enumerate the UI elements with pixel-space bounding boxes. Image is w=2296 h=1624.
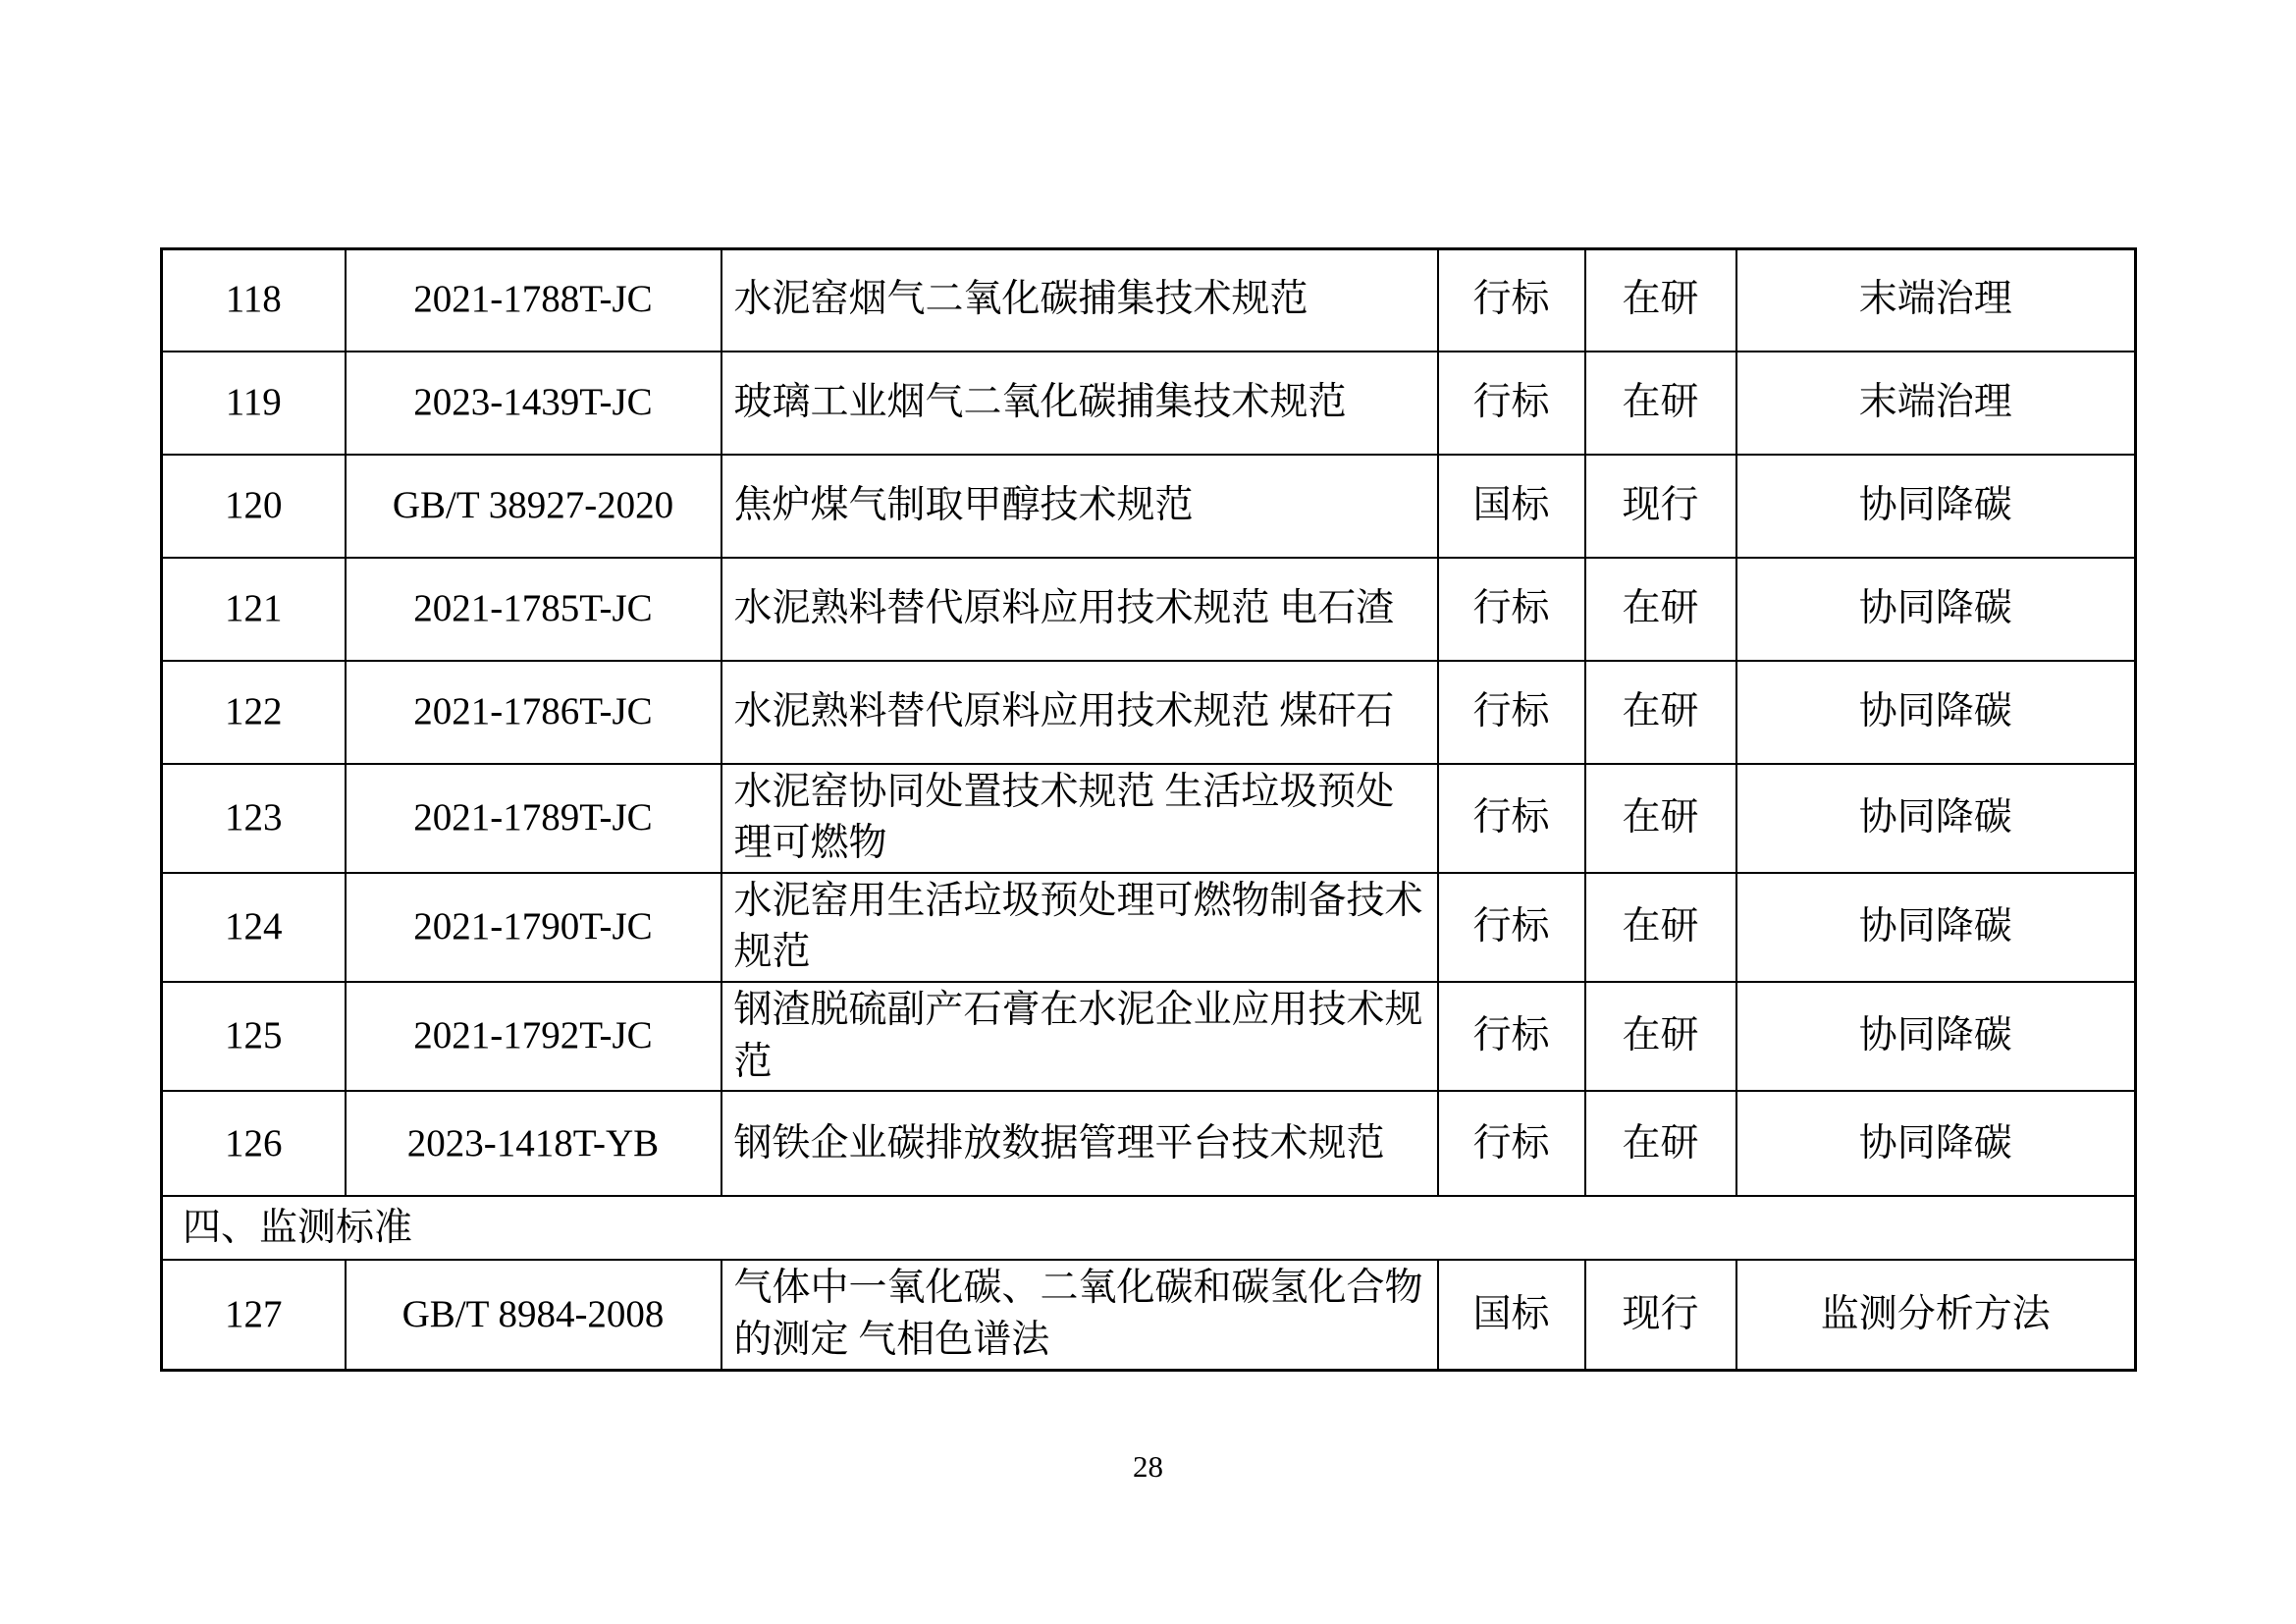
status-cell: 在研 [1585, 982, 1736, 1091]
standard-code-cell: GB/T 38927-2020 [346, 455, 721, 558]
standard-code-cell: 2021-1786T-JC [346, 661, 721, 764]
standard-type-cell: 国标 [1438, 455, 1585, 558]
status-cell: 现行 [1585, 1260, 1736, 1370]
status-cell: 在研 [1585, 558, 1736, 661]
category-cell: 协同降碳 [1736, 558, 2136, 661]
row-no-cell: 124 [162, 873, 346, 982]
table-row [162, 764, 2136, 873]
row-no-cell: 127 [162, 1260, 346, 1370]
category-cell: 协同降碳 [1736, 982, 2136, 1091]
category-cell: 协同降碳 [1736, 764, 2136, 873]
standard-code-cell: 2021-1785T-JC [346, 558, 721, 661]
category-cell: 监测分析方法 [1736, 1260, 2136, 1370]
table-row [162, 982, 2136, 1091]
standard-name-cell: 钢渣脱硫副产石膏在水泥企业应用技术规范 [721, 982, 1438, 1091]
status-cell: 现行 [1585, 455, 1736, 558]
category-cell: 末端治理 [1736, 249, 2136, 352]
standard-code-cell: 2021-1792T-JC [346, 982, 721, 1091]
standards-table [160, 247, 2137, 1372]
standard-code-cell: 2021-1789T-JC [346, 764, 721, 873]
table-row [162, 558, 2136, 661]
status-cell: 在研 [1585, 1091, 1736, 1196]
table-row [162, 661, 2136, 764]
standard-type-cell: 行标 [1438, 661, 1585, 764]
standard-name-cell: 水泥窑协同处置技术规范 生活垃圾预处理可燃物 [721, 764, 1438, 873]
category-cell: 协同降碳 [1736, 873, 2136, 982]
standard-type-cell: 行标 [1438, 1091, 1585, 1196]
page-number: 28 [1133, 1449, 1163, 1484]
standard-code-cell: 2021-1790T-JC [346, 873, 721, 982]
row-no-cell: 125 [162, 982, 346, 1091]
standard-name-cell: 水泥熟料替代原料应用技术规范 煤矸石 [721, 661, 1438, 764]
status-cell: 在研 [1585, 249, 1736, 352]
standard-type-cell: 行标 [1438, 873, 1585, 982]
standard-type-cell: 行标 [1438, 764, 1585, 873]
row-no-cell: 122 [162, 661, 346, 764]
row-no-cell: 126 [162, 1091, 346, 1196]
row-no-cell: 123 [162, 764, 346, 873]
row-no-cell: 121 [162, 558, 346, 661]
standard-name-cell: 水泥窑用生活垃圾预处理可燃物制备技术规范 [721, 873, 1438, 982]
row-no-cell: 119 [162, 352, 346, 455]
status-cell: 在研 [1585, 764, 1736, 873]
table-row [162, 873, 2136, 982]
standard-type-cell: 行标 [1438, 352, 1585, 455]
standard-type-cell: 行标 [1438, 558, 1585, 661]
standard-type-cell: 行标 [1438, 982, 1585, 1091]
standard-code-cell: 2023-1418T-YB [346, 1091, 721, 1196]
status-cell: 在研 [1585, 873, 1736, 982]
status-cell: 在研 [1585, 352, 1736, 455]
table-row [162, 1091, 2136, 1196]
standard-name-cell: 水泥熟料替代原料应用技术规范 电石渣 [721, 558, 1438, 661]
standard-name-cell: 焦炉煤气制取甲醇技术规范 [721, 455, 1438, 558]
section-header-row [162, 1196, 2136, 1260]
section-header-cell: 四、监测标准 [162, 1196, 2136, 1260]
standard-code-cell: GB/T 8984-2008 [346, 1260, 721, 1370]
row-no-cell: 120 [162, 455, 346, 558]
table-row [162, 1260, 2136, 1370]
standard-type-cell: 行标 [1438, 249, 1585, 352]
table-row [162, 455, 2136, 558]
category-cell: 协同降碳 [1736, 661, 2136, 764]
standard-name-cell: 玻璃工业烟气二氧化碳捕集技术规范 [721, 352, 1438, 455]
standard-name-cell: 水泥窑烟气二氧化碳捕集技术规范 [721, 249, 1438, 352]
category-cell: 协同降碳 [1736, 455, 2136, 558]
table-row [162, 249, 2136, 352]
category-cell: 末端治理 [1736, 352, 2136, 455]
standard-code-cell: 2023-1439T-JC [346, 352, 721, 455]
table-row [162, 352, 2136, 455]
standard-code-cell: 2021-1788T-JC [346, 249, 721, 352]
standard-type-cell: 国标 [1438, 1260, 1585, 1370]
row-no-cell: 118 [162, 249, 346, 352]
category-cell: 协同降碳 [1736, 1091, 2136, 1196]
standard-name-cell: 钢铁企业碳排放数据管理平台技术规范 [721, 1091, 1438, 1196]
status-cell: 在研 [1585, 661, 1736, 764]
standard-name-cell: 气体中一氧化碳、二氧化碳和碳氢化合物的测定 气相色谱法 [721, 1260, 1438, 1370]
